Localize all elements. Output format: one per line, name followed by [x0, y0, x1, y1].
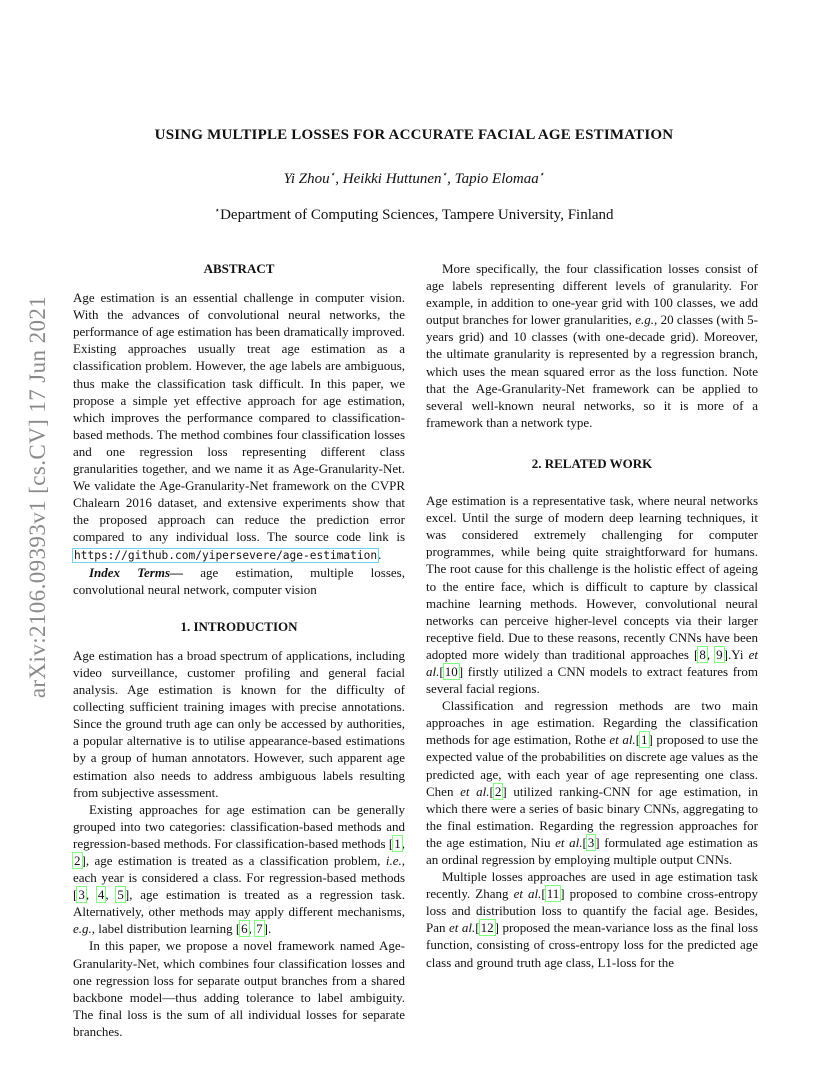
text-run: proposed to use the expected value of the probabilities on discrete age values as the predicted age, with each year of age representing one class. Chen — [426, 732, 758, 799]
text-run: Age estimation is a representative task, where neural networks excel. Until the surge of modern deep learning techniques, it was considered extremely challenging for computer programmes, while being quite straightforward for humans. The root cause for this challenge is the holistic effect of ageing to the entire face, which is difficult to capture by classical machine learning methods. However, convolutional neural networks can perceive higher-level concepts via their larger receptive field. Due to these reasons, recently CNNs have been adopted more widely than traditional approaches [ — [426, 493, 758, 662]
text-run: proposed to combine cross-entropy loss and distribution loss to quantify the facial age. Besides, Pan — [426, 886, 758, 936]
citation-link[interactable]: 7 — [256, 921, 263, 937]
text-run: e.g. — [635, 312, 654, 328]
related-paragraph-3: Multiple losses approaches are used in age estimation task recently. Zhang et al.[11] proposed to combine cross-entropy loss and distribution loss to quantify the facial age. Besides, Pan et al.[12] proposed the mean-variance loss as the final loss function, consisting of cross-entropy loss for the predicted age class and ground truth age class, L1-loss for the — [426, 869, 759, 970]
text-run: , each year is considered a class. For regression-based methods [ — [73, 853, 405, 903]
abstract-heading: ABSTRACT — [203, 261, 275, 276]
text-run: ].Yi — [723, 646, 749, 662]
related-work-heading: 2. RELATED WORK — [531, 455, 653, 471]
paper-title: USING MULTIPLE LOSSES FOR ACCURATE FACIAL AGE ESTIMATION — [154, 127, 674, 143]
text-run: , 20 classes (with 5-years grid) and 10 classes (with one-decade grid). Moreover, the ultimate granularity is represented by a regression branch, which uses the mean squared error as the loss function. Note that the Age-Granularity-Net framework can be applied to several well-known neural networks, so it is more of a framework than a network type. — [426, 312, 759, 430]
abstract-paragraph — [73, 289, 405, 564]
text-run: ]. — [263, 921, 272, 937]
text-run: i.e. — [385, 853, 402, 868]
citation-link[interactable]: 5 — [117, 887, 124, 903]
intro-paragraph-4 — [426, 260, 758, 431]
citation-link[interactable]: 2 — [494, 783, 502, 799]
citation-link[interactable]: 9 — [716, 646, 723, 662]
text-run: et al. — [426, 646, 758, 679]
intro-paragraph-3: In this paper, we propose a novel framework named Age-Granularity-Net, which combines four classification losses and one regression loss for separate output branches from a shared backbone model—thus adding tolerance to label ambiguity. The final loss is the sum of all individual losses for separate branches. — [73, 938, 405, 1039]
intro-paragraph-1: Age estimation has a broad spectrum of applications, including video surveillance, customer profiling and general facial analysis. Age estimation is known for the difficulty of collecting sufficient training images with precise annotations. Since the ground truth age can only be accessed by authorities, a popular alternative is to utilise appearance-based estimations by a group of human annotators. However, such apparent age estimation also needs to address ambiguous labels resulting from subjective assessment. — [73, 647, 405, 800]
citation-link[interactable]: 8 — [699, 646, 706, 662]
citation-link[interactable]: 12 — [480, 920, 494, 936]
abstract-text: Age estimation is an essential challenge in computer vision. With the advances of convolutional neural networks, the performance of age estimation has been dramatically improved. Existing approaches usually treat age estimation as a classification problem. However, the age labels are ambiguous, thus make the classification task difficult. In this paper, we propose a simple yet effective approach for age estimation, which improves the performance compared to classification-based methods. The method combines four classification losses and one regression loss representing different class granularities together, and we name it as Age-Granularity-Net. We validate the Age-Granularity-Net framework on the CVPR Chalearn 2016 dataset, and extensive experiments show that the proposed approach can reduce the prediction error compared to any individual loss. The source code link is — [73, 290, 405, 545]
text-run: proposed the mean-variance loss as the final loss function, consisting of cross-entropy loss for the predicted age class and ground truth age class, L1-loss for the — [426, 920, 759, 970]
author-separator: , — [447, 171, 455, 187]
citation-link[interactable]: 6 — [241, 921, 248, 937]
citation-link[interactable]: 3 — [78, 887, 85, 903]
intro-paragraph-2: Existing approaches for age estimation can be generally grouped into two categories: classification-based methods and regression-based methods. For classification-based methods [1, 2], age estimation is treated as a classification problem, i.e., each year is considered a class. For regression-based methods [3, 4, 5], age estimation is treated as a regression task. Alternatively, other methods may apply different mechanisms, e.g., label distribution learning [6, 7]. — [73, 801, 406, 937]
citation-link[interactable]: 11 — [546, 886, 560, 902]
text-run: formulated age estimation as an ordinal regression by employing multiple output CNNs. — [426, 834, 758, 867]
text-run: Multiple losses approaches are used in age estimation task recently. Zhang — [426, 869, 758, 902]
text-run: ], age estimation is treated as a classification problem, — [81, 853, 386, 868]
text-run: , label distribution learning [ — [91, 921, 241, 937]
text-run: utilized ranking-CNN for age estimation, in which there were a series of basic binary CNNs, aggregating to the final estimation. Regarding the regression approaches for the age estimation, Niu — [426, 783, 758, 850]
text-run: et al. — [449, 920, 476, 936]
text-run: Classification and regression methods are two main approaches in age estimation. Regarding the classification methods for age estimation, Rothe — [426, 698, 758, 748]
text-run: e.g. — [73, 921, 92, 937]
author-name: Yi Zhou — [283, 171, 330, 187]
text-run: ], age estimation is treated as a regression task. Alternatively, other methods may apply different mechanisms, — [73, 887, 406, 920]
author-separator: , — [335, 171, 343, 187]
citation-link[interactable]: 2 — [74, 853, 81, 868]
affiliation-mark: ⋆ — [329, 169, 336, 179]
affiliation-mark: ⋆ — [441, 169, 448, 179]
author-name: Heikki Huttunen — [342, 171, 442, 187]
affiliation-mark: ⋆ — [538, 169, 545, 179]
affiliation-text: Department of Computing Sciences, Tampere University, Finland — [220, 207, 614, 223]
citation-link[interactable]: 3 — [587, 834, 595, 850]
arxiv-stamp-text: arXiv:2106.09393v1 [cs.CV] 17 Jun 2021 — [25, 295, 50, 699]
index-terms — [73, 564, 405, 598]
citation-link[interactable]: 10 — [444, 663, 458, 679]
affiliation-mark: ⋆ — [214, 205, 221, 215]
intro-heading: 1. INTRODUCTION — [180, 618, 298, 634]
index-terms-text: age estimation, multiple losses, convolutional neural network, computer vision — [73, 564, 405, 597]
citation-link[interactable]: 4 — [97, 887, 105, 903]
text-run: et al. — [460, 783, 490, 799]
text-run: et al. — [555, 834, 583, 850]
affiliation — [0, 205, 828, 224]
author-list — [0, 169, 828, 188]
author-name: Tapio Elomaa — [454, 171, 539, 187]
citation-link[interactable]: 1 — [641, 732, 648, 748]
text-run: More specifically, the four classification losses consist of age labels representing different levels of granularity. For example, in addition to one-year grid with 100 classes, we add output branches for lower granularities, — [426, 261, 758, 328]
text-run: firstly utilized a CNN models to extract features from several facial regions. — [426, 663, 758, 697]
text-run: et al. — [513, 886, 542, 902]
source-code-link[interactable]: https://github.com/yipersevere/age-estimation — [74, 548, 378, 562]
left-column — [73, 260, 405, 1040]
index-terms-label: Index Terms— — [89, 564, 184, 580]
citation-link[interactable]: 1 — [394, 835, 401, 851]
arxiv-identifier-stamp — [18, 292, 58, 702]
related-paragraph-1: Age estimation is a representative task, where neural networks excel. Until the surge of modern deep learning techniques, it was considered extremely challenging for computer programmes, while being quite straightforward for humans. The root cause for this challenge is the holistic effect of ageing to the entire face, which is difficult to capture by classical machine learning methods. However, convolutional neural networks can perceive higher-level concepts via their larger receptive field. Due to these reasons, recently CNNs have been adopted more widely than traditional approaches [8, 9].Yi et al.[10] firstly utilized a CNN models to extract features from several facial regions. — [426, 493, 758, 697]
right-column — [426, 260, 758, 971]
abstract-end: . — [378, 546, 382, 562]
related-paragraph-2: Classification and regression methods are two main approaches in age estimation. Regarding the classification methods for age estimation, Rothe et al.[1] proposed to use the expected value of the probabilities on discrete age values as the predicted age, with each year of age representing one class. Chen et al.[2] utilized ranking-CNN for age estimation, in which there were a series of basic binary CNNs, aggregating to the final estimation. Regarding the regression approaches for the age estimation, Niu et al.[3] formulated age estimation as an ordinal regression by employing multiple output CNNs. — [426, 698, 758, 867]
text-run: et al. — [609, 732, 636, 748]
text-run: Existing approaches for age estimation can be generally grouped into two categories: classification-based methods and regression-based methods. For classification-based methods [ — [73, 801, 405, 851]
